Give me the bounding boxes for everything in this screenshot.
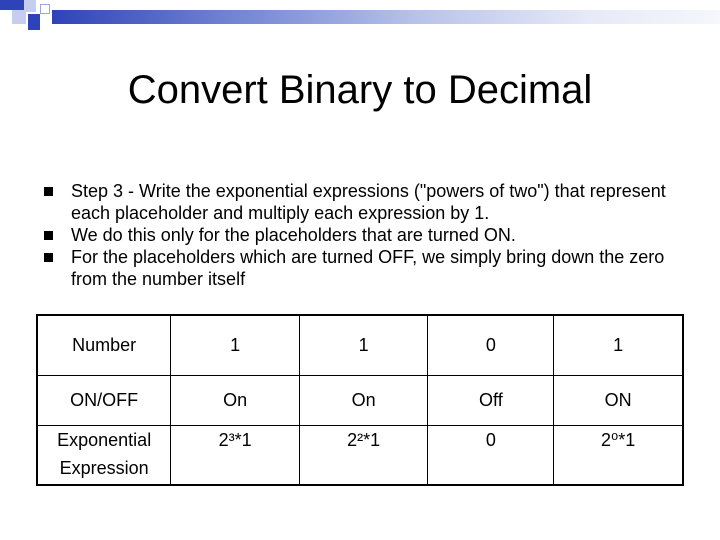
- decorative-square: [40, 4, 50, 14]
- table-row: [37, 425, 683, 485]
- table-cell: 2³*1: [171, 425, 300, 485]
- bullet-text: We do this only for the placeholders that are turned ON.: [71, 225, 516, 245]
- square-bullet-icon: [44, 231, 53, 240]
- bullet-item: [44, 180, 684, 224]
- decorative-square: [0, 0, 24, 10]
- table-cell: 0: [428, 315, 554, 375]
- header-decoration: [0, 0, 720, 34]
- table-cell: On: [171, 375, 300, 425]
- row-header-cell: ON/OFF: [37, 375, 171, 425]
- table-cell: Off: [428, 375, 554, 425]
- row-header-cell: Number: [37, 315, 171, 375]
- slide-title: Convert Binary to Decimal: [127, 68, 593, 112]
- bullet-item: [44, 246, 684, 290]
- table-cell: 0: [428, 425, 554, 485]
- table-cell: 2²*1: [299, 425, 428, 485]
- row-header-cell: Exponential Expression: [37, 425, 171, 485]
- bullet-text: Step 3 - Write the exponential expressions ("powers of two") that represent each placeholder and multiply each expression by 1.: [71, 181, 666, 223]
- table-cell: 1: [171, 315, 300, 375]
- table-row: [37, 315, 683, 375]
- decorative-square: [12, 10, 26, 24]
- table-cell: On: [299, 375, 428, 425]
- table-row: [37, 375, 683, 425]
- bullet-item: [44, 224, 684, 246]
- bullet-text: For the placeholders which are turned OFF, we simply bring down the zero from the number itself: [71, 247, 665, 289]
- binary-conversion-table: [36, 314, 684, 486]
- header-gradient-bar: [52, 10, 720, 24]
- square-bullet-icon: [44, 253, 53, 262]
- decorative-square: [28, 14, 40, 30]
- table-cell: ON: [554, 375, 683, 425]
- table-cell: 2⁰*1: [554, 425, 683, 485]
- table-cell: 1: [299, 315, 428, 375]
- bullet-list: [44, 180, 684, 290]
- table-cell: 1: [554, 315, 683, 375]
- square-bullet-icon: [44, 187, 53, 196]
